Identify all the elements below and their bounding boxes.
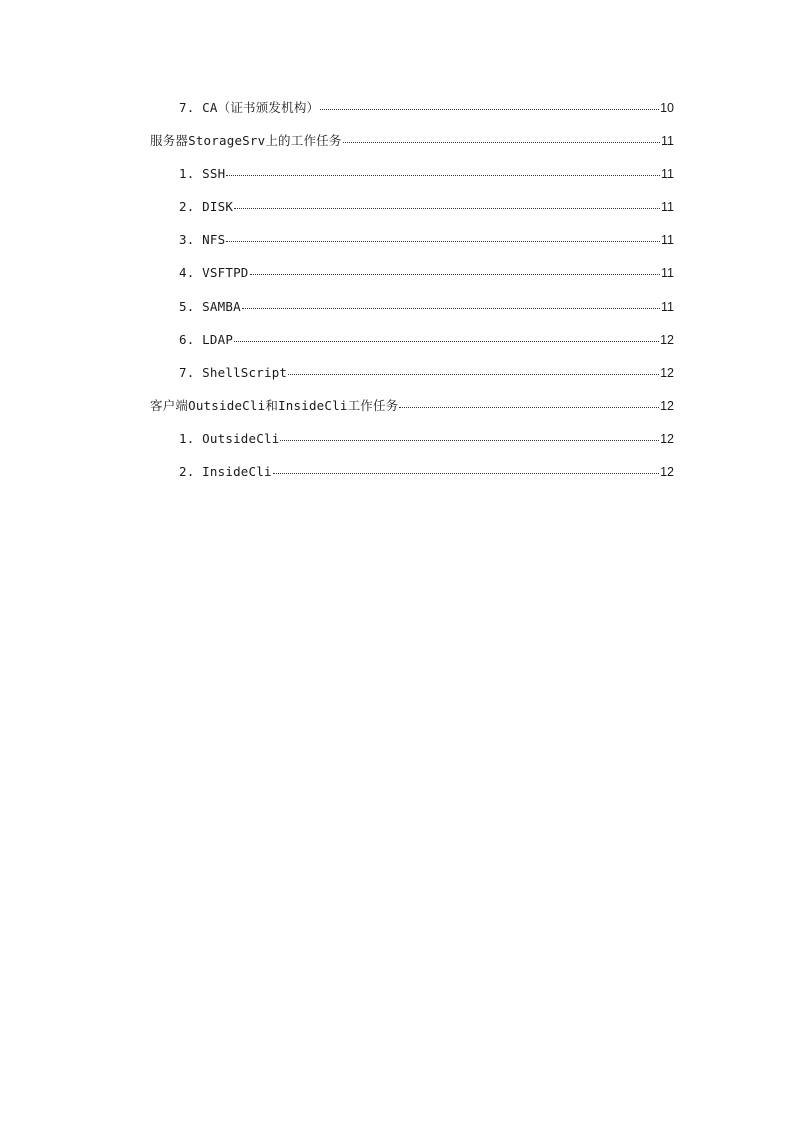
toc-entry-title: 2. InsideCli (179, 464, 272, 480)
toc-dot-leader (226, 229, 660, 242)
toc-entry[interactable] (150, 462, 674, 495)
toc-entry-page: 11 (661, 134, 674, 149)
toc-dot-leader (242, 296, 660, 309)
toc-entry[interactable] (150, 363, 674, 396)
toc-entry-title: 7. ShellScript (179, 364, 288, 380)
toc-entry-page: 12 (660, 431, 674, 446)
toc-dot-leader (273, 461, 659, 474)
toc-dot-leader (343, 130, 660, 143)
toc-entry[interactable] (150, 131, 674, 164)
toc-dot-leader (250, 262, 660, 275)
toc-entry[interactable] (150, 263, 674, 296)
toc-dot-leader (226, 163, 660, 176)
toc-entry-title: 客户端OutsideCli和InsideCli工作任务 (150, 397, 399, 413)
toc-entry[interactable] (150, 297, 674, 330)
toc-entry[interactable] (150, 164, 674, 197)
toc-dot-leader (320, 97, 659, 110)
toc-entry-title: 4. VSFTPD (179, 265, 249, 281)
toc-dot-leader (288, 362, 659, 375)
toc-entry[interactable] (150, 396, 674, 429)
toc-entry[interactable] (150, 98, 674, 131)
toc-entry-page: 11 (661, 299, 674, 314)
toc-entry-title: 5. SAMBA (179, 298, 241, 314)
toc-entry-page: 11 (661, 266, 674, 281)
toc-entry-title: 3. NFS (179, 232, 226, 248)
toc-dot-leader (234, 196, 660, 209)
toc-entry-page: 11 (661, 233, 674, 248)
toc-entry[interactable] (150, 230, 674, 263)
toc-dot-leader (234, 329, 659, 342)
toc-entry-title: 服务器StorageSrv上的工作任务 (150, 133, 342, 149)
toc-dot-leader (399, 395, 659, 408)
toc-entry-page: 12 (660, 365, 674, 380)
toc-entry-title: 6. LDAP (179, 331, 234, 347)
toc-entry-page: 12 (660, 332, 674, 347)
toc-entry-page: 12 (660, 465, 674, 480)
toc-entry[interactable] (150, 330, 674, 363)
table-of-contents (150, 98, 674, 495)
toc-entry-page: 11 (661, 167, 674, 182)
toc-entry-page: 11 (661, 200, 674, 215)
toc-entry-title: 1. OutsideCli (179, 430, 280, 446)
toc-entry-page: 12 (660, 398, 674, 413)
toc-entry[interactable] (150, 197, 674, 230)
toc-entry[interactable] (150, 429, 674, 462)
toc-entry-title: 2. DISK (179, 199, 234, 215)
toc-entry-title: 7. CA（证书颁发机构） (179, 100, 320, 115)
toc-dot-leader (280, 428, 659, 441)
toc-entry-title: 1. SSH (179, 166, 226, 182)
toc-entry-page: 10 (660, 101, 674, 115)
